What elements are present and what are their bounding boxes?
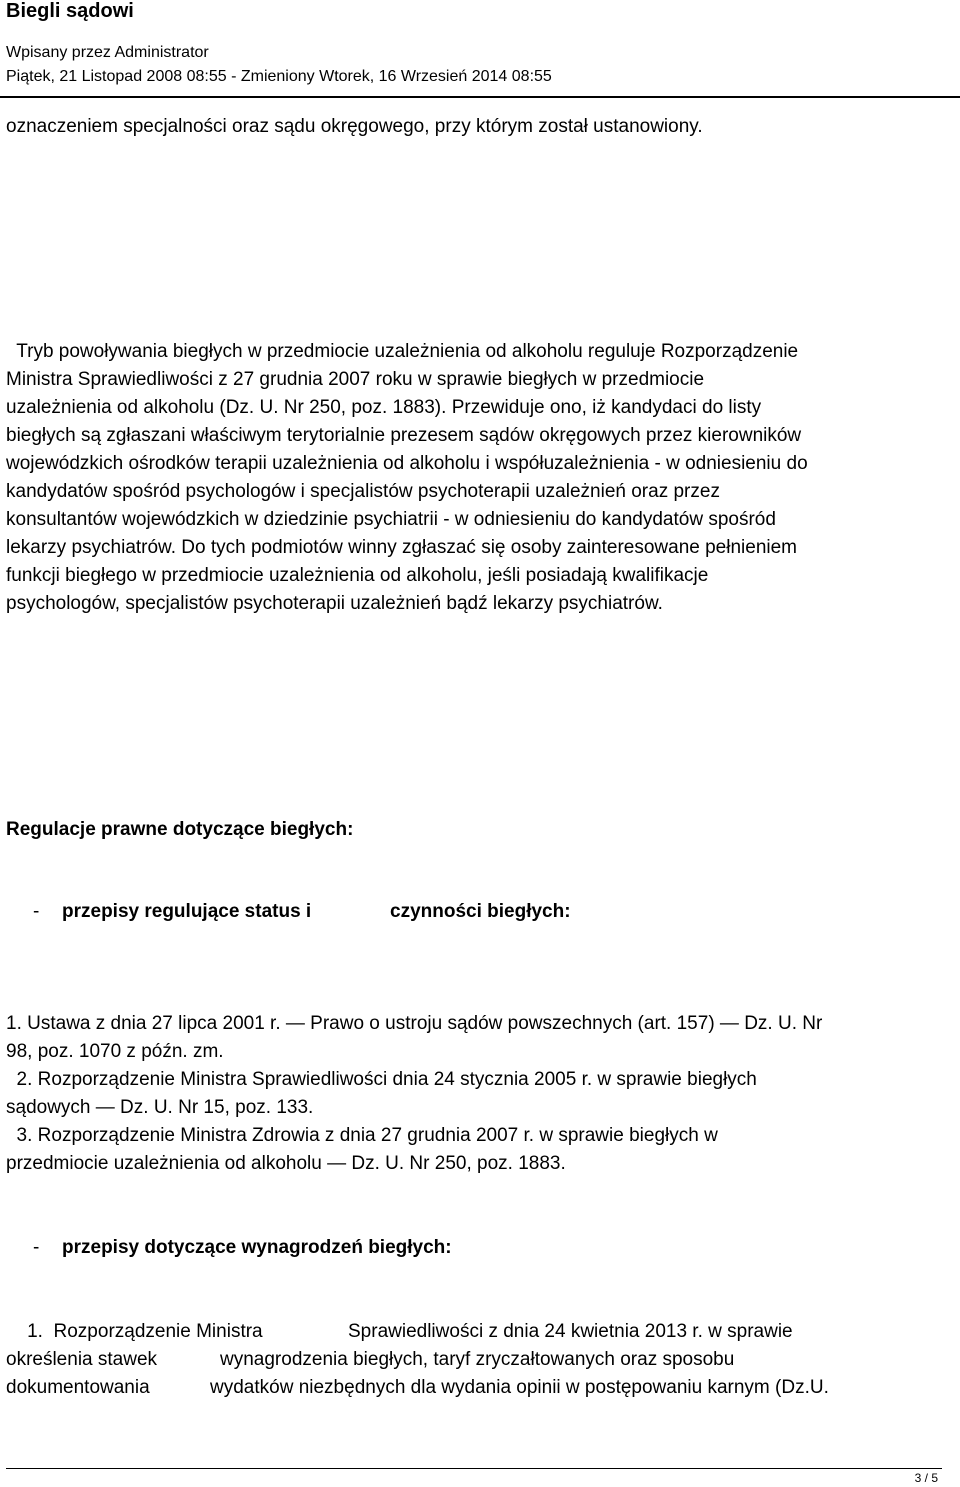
regulations-heading: Regulacje prawne dotyczące biegłych:: [6, 819, 354, 840]
paragraph-line: wojewódzkich ośrodków terapii uzależnienia od alkoholu i współuzależnienia - w odniesieniu do: [6, 453, 808, 474]
paragraph-line: psychologów, specjalistów psychoterapii uzależnień bądź lekarzy psychiatrów.: [6, 593, 663, 614]
page-title: Biegli sądowi: [6, 0, 134, 22]
pay-item-line-3b: wydatków niezbędnych dla wydania opinii w postępowaniu karnym (Dz.U.: [210, 1377, 829, 1398]
footer-divider: [6, 1468, 942, 1469]
list-item: 3. Rozporządzenie Ministra Zdrowia z dnia 27 grudnia 2007 r. w sprawie biegłych w: [6, 1125, 718, 1146]
list-item: 98, poz. 1070 z późn. zm.: [6, 1041, 224, 1062]
pay-dash: -: [33, 1237, 40, 1258]
paragraph-line: uzależnienia od alkoholu (Dz. U. Nr 250, poz. 1883). Przewiduje ono, iż kandydaci do listy: [6, 397, 762, 418]
dates-line: Piątek, 21 Listopad 2008 08:55 - Zmieniony Wtorek, 16 Wrzesień 2014 08:55: [6, 68, 552, 85]
pay-item-line-1b: Sprawiedliwości z dnia 24 kwietnia 2013 r. w sprawie: [348, 1321, 793, 1342]
paragraph-line: kandydatów spośród psychologów i specjalistów psychoterapii uzależnień oraz przez: [6, 481, 720, 502]
page-number: 3 / 5: [914, 1471, 938, 1485]
status-heading-part-b: czynności biegłych:: [390, 901, 571, 922]
list-item: sądowych — Dz. U. Nr 15, poz. 133.: [6, 1097, 314, 1118]
list-item: 1. Ustawa z dnia 27 lipca 2001 r. — Prawo o ustroju sądów powszechnych (art. 157) — Dz. U. Nr: [6, 1013, 823, 1034]
status-heading-part-a: przepisy regulujące status i: [62, 901, 312, 922]
pay-item-line-3a: dokumentowania: [6, 1377, 150, 1398]
header-divider: [0, 96, 960, 98]
pay-heading-text: przepisy dotyczące wynagrodzeń biegłych:: [62, 1237, 452, 1258]
paragraph-line: konsultantów wojewódzkich w dziedzinie psychiatrii - w odniesieniu do kandydatów spośród: [6, 509, 776, 530]
paragraph-line: funkcji biegłego w przedmiocie uzależnienia od alkoholu, jeśli posiadają kwalifikacje: [6, 565, 709, 586]
pay-item-line-2a: określenia stawek: [6, 1349, 158, 1370]
paragraph-line: Ministra Sprawiedliwości z 27 grudnia 2007 roku w sprawie biegłych w przedmiocie: [6, 369, 705, 390]
status-dash: -: [33, 901, 40, 922]
intro-line: oznaczeniem specjalności oraz sądu okręgowego, przy którym został ustanowiony.: [6, 116, 703, 137]
paragraph-line: biegłych są zgłaszani właściwym terytorialnie prezesem sądów okręgowych przez kierowników: [6, 425, 802, 446]
list-item: przedmiocie uzależnienia od alkoholu — Dz. U. Nr 250, poz. 1883.: [6, 1153, 566, 1174]
pay-item-line-2b: wynagrodzenia biegłych, taryf zryczałtowanych oraz sposobu: [220, 1349, 735, 1370]
paragraph-line: lekarzy psychiatrów. Do tych podmiotów winny zgłaszać się osoby zainteresowane pełnieniem: [6, 537, 797, 558]
paragraph-line: Tryb powoływania biegłych w przedmiocie uzależnienia od alkoholu reguluje Rozporządzenie: [6, 341, 799, 362]
author-line: Wpisany przez Administrator: [6, 44, 209, 61]
pay-item-line-1a: 1. Rozporządzenie Ministra: [6, 1321, 263, 1342]
list-item: 2. Rozporządzenie Ministra Sprawiedliwości dnia 24 stycznia 2005 r. w sprawie biegłych: [6, 1069, 757, 1090]
